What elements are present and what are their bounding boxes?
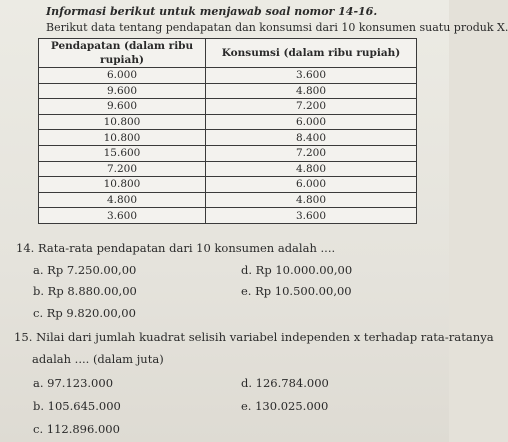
- table-row: [39, 208, 417, 224]
- consumption-cell: 6.000: [206, 177, 417, 193]
- table-row: [39, 145, 417, 161]
- income-cell: 10.800: [39, 114, 206, 130]
- q15-option-a[interactable]: a. 97.123.000: [33, 376, 114, 390]
- table-row: [39, 114, 417, 130]
- q14-option-e[interactable]: e. Rp 10.500.00,00: [241, 284, 352, 298]
- q15-option-b[interactable]: b. 105.645.000: [33, 399, 121, 413]
- consumption-cell: 6.000: [206, 114, 417, 130]
- consumption-cell: 4.800: [206, 161, 417, 177]
- q14-option-d[interactable]: d. Rp 10.000.00,00: [241, 263, 353, 277]
- consumption-cell: 4.800: [206, 192, 417, 208]
- q15-option-d[interactable]: d. 126.784.000: [241, 376, 329, 390]
- q14-option-c[interactable]: c. Rp 9.820.00,00: [33, 306, 136, 320]
- table-row: [39, 177, 417, 193]
- consumption-cell: 4.800: [206, 83, 417, 99]
- income-cell: 9.600: [39, 99, 206, 115]
- intro-text: Berikut data tentang pendapatan dan konsumsi dari 10 konsumen suatu produk X.: [46, 21, 508, 34]
- income-cell: 9.600: [39, 83, 206, 99]
- consumption-cell: 7.200: [206, 145, 417, 161]
- table-row: [39, 83, 417, 99]
- income-cell: 3.600: [39, 208, 206, 224]
- income-cell: 10.800: [39, 130, 206, 146]
- question-14-text: 14. Rata-rata pendapatan dari 10 konsumen adalah ....: [16, 241, 336, 255]
- instruction-text: Informasi berikut untuk menjawab soal nomor 14-16.: [46, 5, 378, 18]
- header-income: Pendapatan (dalam ribu rupiah): [39, 39, 206, 68]
- income-cell: 6.000: [39, 68, 206, 84]
- income-cell: 7.200: [39, 161, 206, 177]
- q15-option-e[interactable]: e. 130.025.000: [241, 399, 329, 413]
- table-row: [39, 99, 417, 115]
- consumption-cell: 3.600: [206, 68, 417, 84]
- table-header-row: [39, 39, 417, 68]
- table-row: [39, 130, 417, 146]
- table-row: [39, 68, 417, 84]
- income-cell: 15.600: [39, 145, 206, 161]
- income-cell: 10.800: [39, 177, 206, 193]
- consumption-cell: 7.200: [206, 99, 417, 115]
- consumption-cell: 3.600: [206, 208, 417, 224]
- table-row: [39, 192, 417, 208]
- question-15-text-line2: adalah .... (dalam juta): [32, 352, 164, 366]
- table-row: [39, 161, 417, 177]
- income-consumption-table: [38, 38, 417, 224]
- header-consumption: Konsumsi (dalam ribu rupiah): [206, 39, 417, 68]
- q15-option-c[interactable]: c. 112.896.000: [33, 422, 120, 436]
- income-cell: 4.800: [39, 192, 206, 208]
- question-15-text-line1: 15. Nilai dari jumlah kuadrat selisih variabel independen x terhadap rata-ratanya: [14, 330, 494, 344]
- q14-option-a[interactable]: a. Rp 7.250.00,00: [33, 263, 137, 277]
- consumption-cell: 8.400: [206, 130, 417, 146]
- q14-option-b[interactable]: b. Rp 8.880.00,00: [33, 284, 137, 298]
